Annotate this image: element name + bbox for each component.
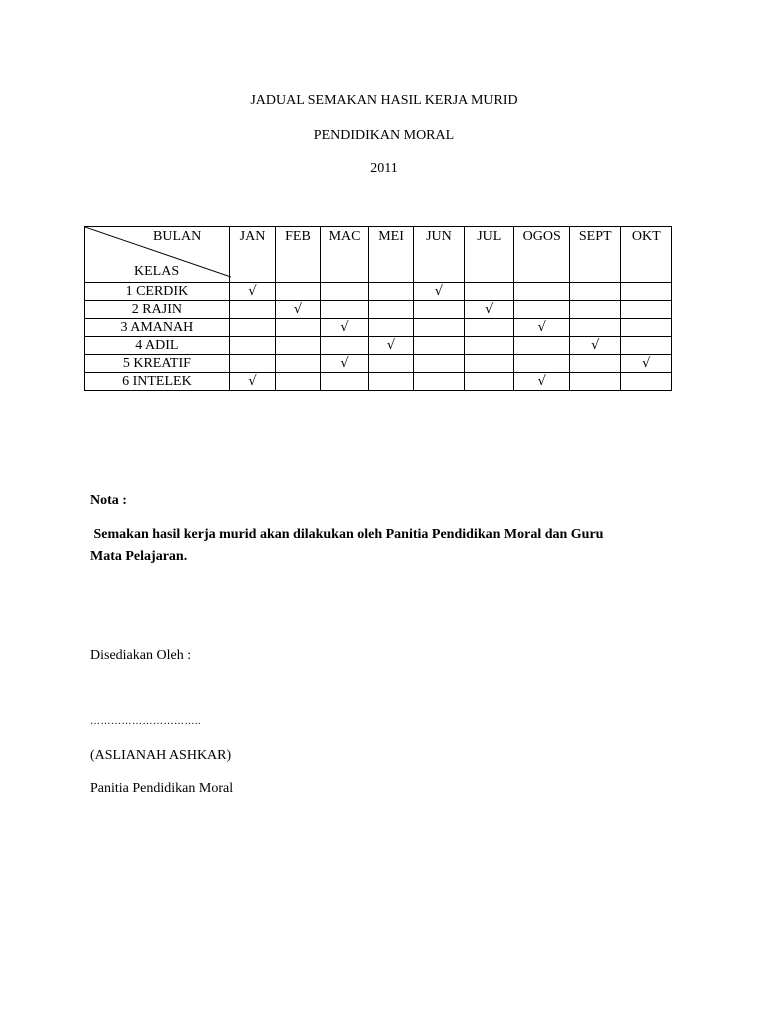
class-name-cell: 2 RAJIN (85, 301, 230, 319)
month-header: JUN (413, 227, 464, 283)
empty-cell (276, 319, 321, 337)
empty-cell (320, 301, 369, 319)
document-subject: PENDIDIKAN MORAL (313, 128, 455, 143)
empty-cell (465, 355, 514, 373)
empty-cell (413, 337, 464, 355)
table-body (85, 283, 672, 391)
empty-cell (369, 319, 414, 337)
empty-cell (320, 283, 369, 301)
note-heading: Nota : (90, 493, 127, 508)
check-mark-cell (514, 319, 570, 337)
signature-line: ………………………….. (90, 716, 201, 727)
month-header: SEPT (569, 227, 621, 283)
corner-label-bulan: BULAN (153, 229, 202, 244)
check-mark-icon: √ (537, 320, 546, 335)
signatory-position: Panitia Pendidikan Moral (90, 781, 234, 796)
empty-cell (621, 337, 672, 355)
table-row (85, 301, 672, 319)
class-name-cell: 4 ADIL (85, 337, 230, 355)
empty-cell (320, 337, 369, 355)
table-row (85, 373, 672, 391)
empty-cell (413, 373, 464, 391)
document-year: 2011 (370, 161, 398, 176)
empty-cell (465, 319, 514, 337)
empty-cell (569, 373, 621, 391)
empty-cell (514, 355, 570, 373)
class-name-cell: 5 KREATIF (85, 355, 230, 373)
check-mark-icon: √ (248, 374, 257, 389)
empty-cell (569, 301, 621, 319)
check-mark-cell (229, 283, 275, 301)
check-mark-icon: √ (340, 320, 349, 335)
empty-cell (413, 319, 464, 337)
empty-cell (320, 373, 369, 391)
check-mark-icon: √ (386, 338, 396, 353)
table-header-row (85, 227, 672, 283)
check-mark-cell (229, 373, 275, 391)
empty-cell (369, 301, 414, 319)
check-mark-cell (320, 319, 369, 337)
check-mark-icon: √ (537, 374, 546, 389)
check-mark-icon: √ (293, 302, 303, 317)
table-row (85, 355, 672, 373)
empty-cell (276, 373, 321, 391)
empty-cell (621, 283, 672, 301)
empty-cell (369, 283, 414, 301)
empty-cell (465, 283, 514, 301)
empty-cell (569, 355, 621, 373)
check-mark-cell (621, 355, 672, 373)
empty-cell (276, 283, 321, 301)
empty-cell (465, 373, 514, 391)
empty-cell (369, 355, 414, 373)
empty-cell (276, 337, 321, 355)
empty-cell (276, 355, 321, 373)
empty-cell (229, 337, 275, 355)
month-header: JAN (229, 227, 275, 283)
empty-cell (514, 301, 570, 319)
empty-cell (514, 283, 570, 301)
check-mark-cell (276, 301, 321, 319)
check-mark-icon: √ (340, 356, 349, 371)
table-row (85, 337, 672, 355)
check-mark-icon: √ (642, 356, 651, 371)
schedule-table (84, 226, 672, 391)
empty-cell (229, 301, 275, 319)
month-header: MAC (320, 227, 369, 283)
check-mark-icon: √ (485, 302, 494, 317)
class-name-cell: 1 CERDIK (85, 283, 230, 301)
note-text-line-2: Mata Pelajaran. (90, 549, 188, 564)
check-mark-icon: √ (434, 284, 444, 299)
check-mark-cell (413, 283, 464, 301)
check-mark-icon: √ (591, 338, 600, 353)
empty-cell (621, 319, 672, 337)
check-mark-cell (514, 373, 570, 391)
class-name-cell: 3 AMANAH (85, 319, 230, 337)
empty-cell (569, 319, 621, 337)
class-name-cell: 6 INTELEK (85, 373, 230, 391)
empty-cell (465, 337, 514, 355)
table-row (85, 319, 672, 337)
month-header: MEI (369, 227, 414, 283)
corner-header-cell (85, 227, 230, 283)
check-mark-cell (369, 337, 414, 355)
empty-cell (413, 301, 464, 319)
month-header: OKT (621, 227, 672, 283)
empty-cell (413, 355, 464, 373)
note-text-line-1: Semakan hasil kerja murid akan dilakukan oleh Panitia Pendidikan Moral dan Guru (90, 527, 604, 542)
corner-label-kelas: KELAS (134, 264, 180, 279)
prepared-by-label: Disediakan Oleh : (90, 648, 192, 663)
empty-cell (621, 373, 672, 391)
signatory-name: (ASLIANAH ASHKAR) (90, 748, 232, 763)
check-mark-cell (465, 301, 514, 319)
empty-cell (369, 373, 414, 391)
month-header: FEB (276, 227, 321, 283)
empty-cell (229, 355, 275, 373)
month-header: OGOS (514, 227, 570, 283)
check-mark-cell (569, 337, 621, 355)
table-row (85, 283, 672, 301)
check-mark-icon: √ (248, 284, 257, 299)
document-title: JADUAL SEMAKAN HASIL KERJA MURID (250, 93, 518, 108)
month-header: JUL (465, 227, 514, 283)
empty-cell (514, 337, 570, 355)
check-mark-cell (320, 355, 369, 373)
empty-cell (229, 319, 275, 337)
empty-cell (569, 283, 621, 301)
empty-cell (621, 301, 672, 319)
